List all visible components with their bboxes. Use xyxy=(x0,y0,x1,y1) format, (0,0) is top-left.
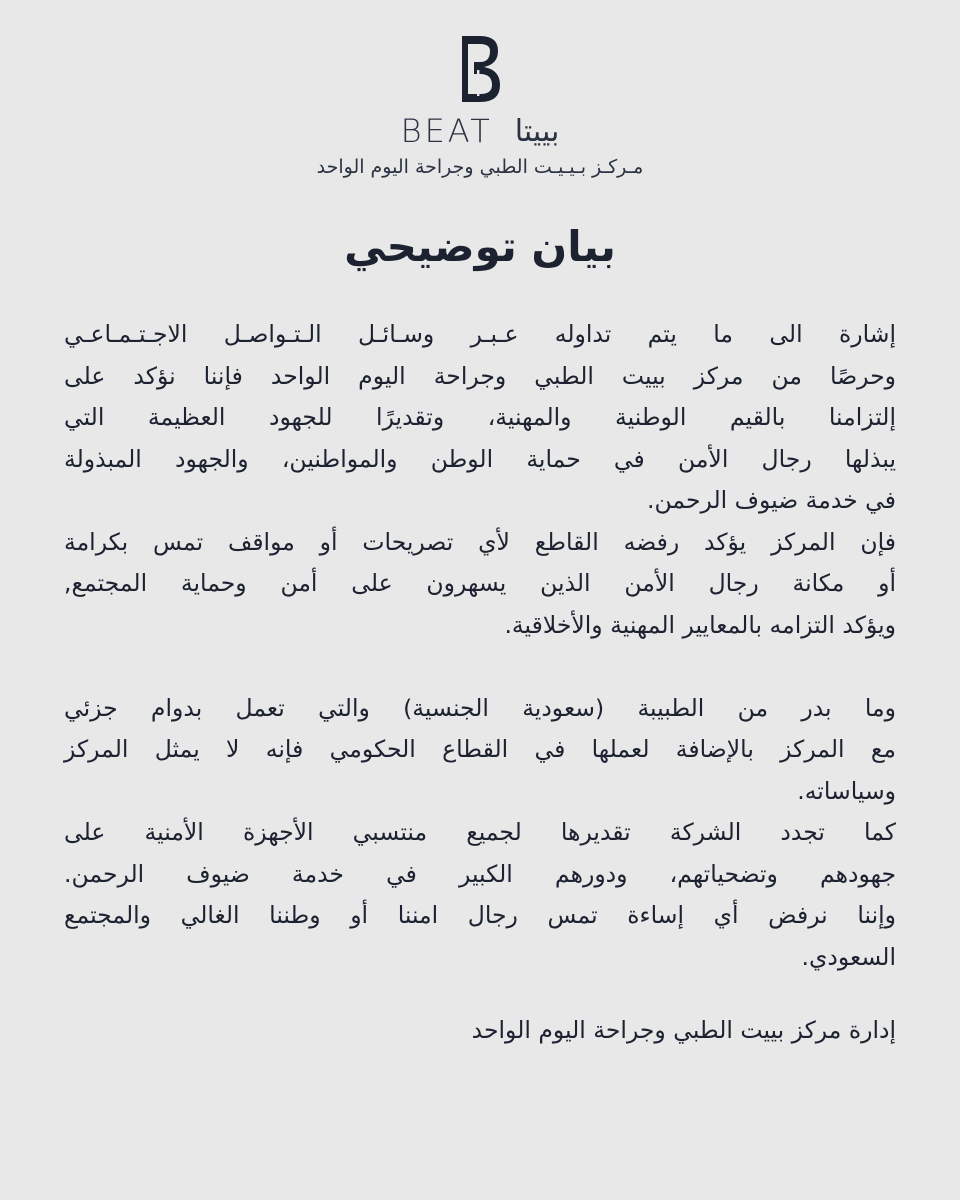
text-line: يبذلها رجال الأمن في حماية الوطن والمواطنين، والجهود المبذولة xyxy=(64,444,896,473)
brand-latin-name: BEAT xyxy=(400,112,493,150)
text-line: كما تجدد الشركة تقديرها لجميع منتسبي الأجهزة الأمنية على xyxy=(64,818,896,846)
text-line: فإن المركز يؤكد رفضه القاطع لأي تصريحات أو مواقف تمس بكرامة xyxy=(64,527,896,556)
text-line: وإننا نرفض أي إساءة تمس رجال امننا أو وطننا الغالي والمجتمع xyxy=(64,901,896,929)
page-title: بيان توضيحي xyxy=(344,222,616,271)
text-line: إلتزامنا بالقيم الوطنية والمهنية، وتقديرًا للجهود العظيمة التي xyxy=(64,403,896,431)
text-line: وسياساته. xyxy=(797,776,896,805)
text-line: وما بدر من الطبيبة (سعودية الجنسية) والتي تعمل بدوام جزئي xyxy=(64,693,896,722)
text-line: جهودهم وتضحياتهم، ودورهم الكبير في خدمة ضيوف الرحمن. xyxy=(64,859,896,888)
statement-body xyxy=(64,314,896,1052)
paragraph-4 xyxy=(64,812,896,978)
signature: إدارة مركز بييت الطبي وجراحة اليوم الواحد xyxy=(471,1016,896,1044)
text-line: ويؤكد التزامه بالمعايير المهنية والأخلاقية. xyxy=(504,610,896,639)
brand-arabic-name: بييتا xyxy=(514,113,560,149)
paragraph-3 xyxy=(64,688,896,813)
paragraph-spacer xyxy=(64,978,896,1010)
text-line: مع المركز بالإضافة لعملها في القطاع الحكومي فإنه لا يمثل المركز xyxy=(64,735,896,763)
paragraph-2 xyxy=(64,522,896,647)
paragraph-spacer xyxy=(64,646,896,688)
text-line: وحرصًا من مركز بييت الطبي وجراحة اليوم الواحد فإننا نؤكد على xyxy=(64,361,896,390)
text-line: أو مكانة رجال الأمن الذين يسهرون على أمن وحماية المجتمع, xyxy=(64,569,896,597)
brand-tagline: مـركـز بـيـيـت الطبي وجراحة اليوم الواحد xyxy=(316,156,644,178)
text-line: إشارة الى ما يتم تداوله عـبـر وسـائـل الـتـواصـل الاجـتـمـاعـي xyxy=(64,320,896,348)
text-line: في خدمة ضيوف الرحمن. xyxy=(647,486,896,514)
brand-name xyxy=(0,112,960,150)
beat-logo-icon xyxy=(458,34,502,104)
text-line: السعودي. xyxy=(801,942,896,971)
paragraph-1 xyxy=(64,314,896,522)
